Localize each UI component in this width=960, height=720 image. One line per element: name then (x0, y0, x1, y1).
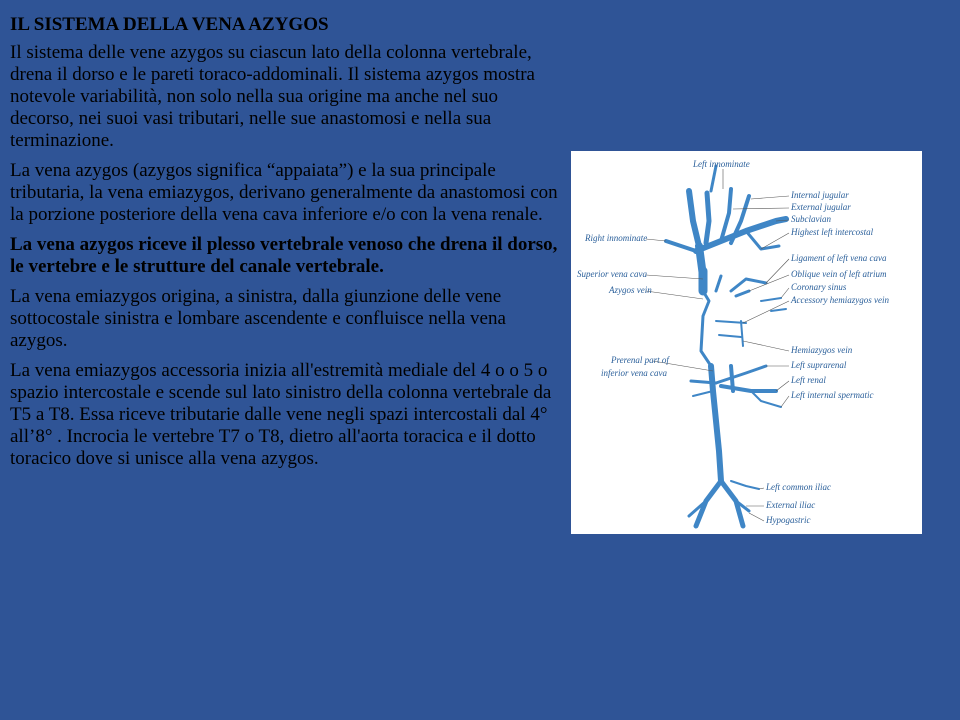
azygos-diagram (571, 151, 922, 534)
paragraph-3-bold: La vena azygos riceve il plesso vertebrale venoso che drena il dorso, le vertebre e le strutture del canale vertebrale. (10, 234, 558, 277)
label-ligament-left-vena-cava: Ligament of left vena cava (791, 253, 887, 263)
label-left-suprarenal: Left suprarenal (791, 360, 847, 370)
label-oblique-vein: Oblique vein of left atrium (791, 269, 887, 279)
label-left-internal-spermatic: Left internal spermatic (791, 390, 874, 400)
label-left-renal: Left renal (791, 375, 826, 385)
label-coronary-sinus: Coronary sinus (791, 282, 847, 292)
slide-title: IL SISTEMA DELLA VENA AZYGOS (10, 14, 329, 35)
label-subclavian: Subclavian (791, 214, 831, 224)
label-azygos-vein: Azygos vein (609, 285, 652, 295)
label-accessory-hemiazygos: Accessory hemiazygos vein (791, 295, 889, 305)
label-prerenal-part-1: Prerenal part of (611, 355, 669, 365)
label-left-innominate: Left innominate (693, 159, 750, 169)
label-right-innominate: Right innominate (585, 233, 648, 243)
paragraph-2: La vena azygos (azygos significa “appaiata”) e la sua principale tributaria, la vena emiazygos, derivano generalmente da anastomosi con la porzione posteriore della vena cava inferiore e/o con la vena renale. (10, 160, 558, 225)
label-prerenal-part-2: inferior vena cava (601, 368, 667, 378)
label-superior-vena-cava: Superior vena cava (577, 269, 647, 279)
label-external-jugular: External jugular (791, 202, 851, 212)
label-external-iliac: External iliac (766, 500, 816, 510)
label-left-common-iliac: Left common iliac (766, 482, 831, 492)
vein-drawing (571, 151, 922, 534)
paragraph-5: La vena emiazygos accessoria inizia all'estremità mediale del 4 o o 5 o spazio intercostale e scende sul lato sinistro della colonna vertebrale da T5 a T8. Essa riceve tributarie dalle vene negli spazi intercostali dal 4° all’8° . Incrocia le vertebre T7 o T8, dietro all'aorta toracica e il dotto toracico dove si unisce alla vena azygos. (10, 360, 552, 469)
label-internal-jugular: Internal jugular (791, 190, 849, 200)
label-hemiazygos-vein: Hemiazygos vein (791, 345, 853, 355)
paragraph-4: La vena emiazygos origina, a sinistra, dalla giunzione delle vene sottocostale sinistra e lombare ascendente e confluisce nella vena azygos. (10, 286, 506, 351)
paragraph-1: Il sistema delle vene azygos su ciascun lato della colonna vertebrale, drena il dorso e le pareti toraco-addominali. Il sistema azygos mostra notevole variabilità, non solo nella sua origine ma anche nel suo decorso, nei suoi vasi tributari, nelle sue anastomosi e nella sua terminazione. (10, 42, 535, 151)
slide-text (10, 14, 566, 478)
label-hypogastric: Hypogastric (766, 515, 811, 525)
label-highest-left-intercostal: Highest left intercostal (791, 227, 874, 237)
